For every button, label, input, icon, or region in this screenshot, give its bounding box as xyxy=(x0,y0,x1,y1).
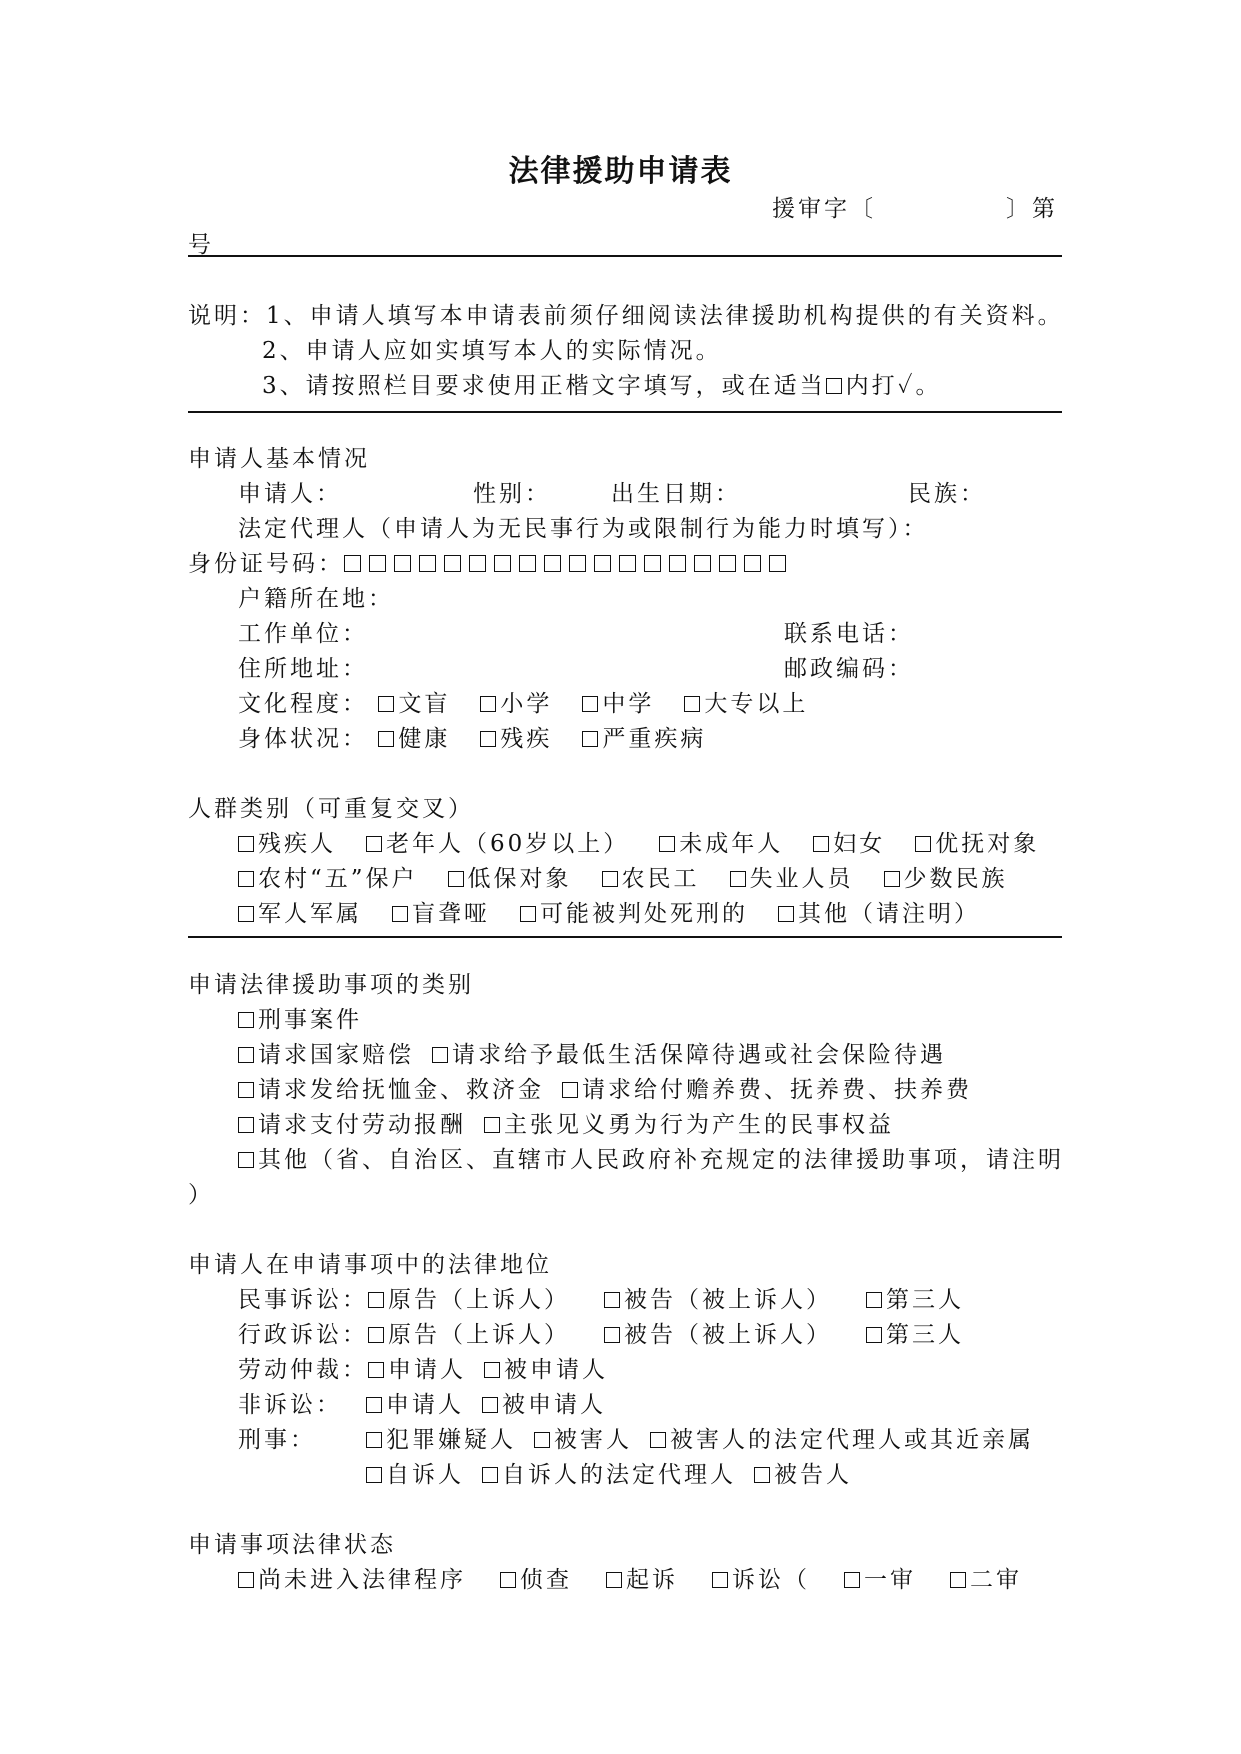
checkbox-icon[interactable] xyxy=(238,1152,254,1168)
checkbox-option[interactable] xyxy=(378,726,450,752)
instructions-label: 说明： xyxy=(188,303,266,329)
id-digit-box[interactable] xyxy=(619,555,636,572)
civil-label: 民事诉讼： xyxy=(238,1287,368,1313)
labor-label: 劳动仲裁： xyxy=(238,1357,368,1383)
admin-options[interactable] xyxy=(368,1322,964,1348)
checkbox-icon[interactable] xyxy=(366,1432,382,1448)
checkbox-label: 请求给付赡养费、抚养费、扶养费 xyxy=(582,1077,972,1103)
instruction-1 xyxy=(188,297,1064,330)
checkbox-label: 自诉人的法定代理人 xyxy=(502,1462,736,1488)
groups-row-2 xyxy=(238,860,1008,893)
checkbox-label: 盲聋哑 xyxy=(412,901,490,927)
checkbox-label: 第三人 xyxy=(886,1322,964,1348)
checkbox-label: 诉讼（ xyxy=(732,1567,810,1593)
checkbox-label: 优抚对象 xyxy=(935,831,1040,857)
nonlit-label: 非诉讼： xyxy=(238,1392,342,1418)
checkbox-icon[interactable] xyxy=(754,1467,770,1483)
checkbox-label: 申请人 xyxy=(386,1392,464,1418)
checkbox-icon[interactable] xyxy=(813,836,829,852)
checkbox-option[interactable] xyxy=(392,901,490,927)
checkbox-label: 失业人员 xyxy=(749,866,854,892)
group-options-2[interactable] xyxy=(238,866,1008,892)
checkbox-icon[interactable] xyxy=(484,1362,500,1378)
checkbox-option[interactable] xyxy=(602,866,700,892)
checkbox-option[interactable] xyxy=(659,831,783,857)
instruction-text-3: 3、请按照栏目要求使用正楷文字填写，或在适当 xyxy=(262,373,826,399)
section-basic-heading: 申请人基本情况 xyxy=(188,446,370,472)
checkbox-icon[interactable] xyxy=(368,1362,384,1378)
matter-other-label: 其他（省、自治区、直辖市人民政府补充规定的法律援助事项，请注明 xyxy=(258,1147,1064,1173)
checkbox-option[interactable] xyxy=(866,1287,964,1313)
checkbox-option[interactable] xyxy=(238,1077,544,1103)
matter-options-4[interactable] xyxy=(238,1112,894,1138)
checkbox-option[interactable] xyxy=(484,1112,894,1138)
form-title: 法律援助申请表 xyxy=(508,154,733,189)
checkbox-icon[interactable] xyxy=(602,871,618,887)
checkbox-icon[interactable] xyxy=(238,906,254,922)
instruction-3 xyxy=(262,367,941,400)
checkbox-icon[interactable] xyxy=(482,1397,498,1413)
criminal-options-2[interactable] xyxy=(366,1462,852,1488)
checkbox-label: 尚未进入法律程序 xyxy=(258,1567,466,1593)
checkbox-icon[interactable] xyxy=(730,871,746,887)
checkbox-icon[interactable] xyxy=(392,906,408,922)
checkbox-option[interactable] xyxy=(754,1462,852,1488)
checkbox-label: 大专以上 xyxy=(704,691,809,717)
groups-row-3 xyxy=(238,895,980,928)
matters-row-5-end: ） xyxy=(188,1182,214,1208)
checkbox-label: 一审 xyxy=(864,1567,916,1593)
checkbox-icon[interactable] xyxy=(712,1572,728,1588)
matter-options-3[interactable] xyxy=(238,1077,972,1103)
id-digit-box[interactable] xyxy=(694,555,711,572)
postcode-field[interactable]: 邮政编码： xyxy=(784,656,914,682)
work-unit-field[interactable]: 工作单位： xyxy=(238,621,368,647)
checkbox-label: 起诉 xyxy=(626,1567,678,1593)
checkbox-icon[interactable] xyxy=(238,871,254,887)
checkbox-icon[interactable] xyxy=(520,906,536,922)
legal-state-row xyxy=(238,1561,1022,1594)
checkbox-option[interactable] xyxy=(366,1427,516,1453)
checkbox-icon[interactable] xyxy=(562,1082,578,1098)
checkbox-icon[interactable] xyxy=(582,696,598,712)
checkbox-label: 农民工 xyxy=(621,866,700,892)
labor-options[interactable] xyxy=(368,1357,608,1383)
checkbox-icon[interactable] xyxy=(366,1467,382,1483)
matters-row-3 xyxy=(238,1071,972,1104)
doc-number-prefix: 援审字〔 xyxy=(772,196,876,222)
address-field[interactable]: 住所地址： xyxy=(238,656,368,682)
checkbox-icon[interactable] xyxy=(480,731,496,747)
education-row xyxy=(238,685,808,718)
checkbox-label: 严重疾病 xyxy=(602,726,707,752)
checkbox-icon[interactable] xyxy=(915,836,931,852)
checkbox-option[interactable] xyxy=(432,1042,946,1068)
checkbox-option[interactable] xyxy=(482,1462,736,1488)
checkbox-icon[interactable] xyxy=(238,1117,254,1133)
checkbox-label: 被害人的法定代理人或其近亲属 xyxy=(670,1427,1034,1453)
checkbox-label: 农村“五”保户 xyxy=(258,866,418,892)
doc-number xyxy=(772,190,1058,223)
legal-state-options[interactable] xyxy=(238,1567,1022,1593)
criminal-label: 刑事： xyxy=(238,1427,316,1453)
nonlit-row xyxy=(238,1386,342,1419)
instruction-2: 2、申请人应如实填写本人的实际情况。 xyxy=(262,338,722,364)
checkbox-icon[interactable] xyxy=(238,836,254,852)
checkbox-option[interactable] xyxy=(368,1322,570,1348)
checkbox-label: 侦查 xyxy=(520,1567,572,1593)
matters-row-2 xyxy=(238,1036,946,1069)
checkbox-label: 主张见义勇为行为产生的民事权益 xyxy=(504,1112,894,1138)
checkbox-icon[interactable] xyxy=(238,1047,254,1063)
checkbox-option[interactable] xyxy=(484,1357,608,1383)
checkbox-icon[interactable] xyxy=(366,1397,382,1413)
checkbox-label: 请求给予最低生活保障待遇或社会保险待遇 xyxy=(452,1042,946,1068)
id-digit-box[interactable] xyxy=(719,555,736,572)
checkbox-label: 残疾 xyxy=(500,726,553,752)
checkbox-icon[interactable] xyxy=(368,1292,384,1308)
checkbox-label: 原告（上诉人） xyxy=(388,1287,570,1313)
checkbox-option[interactable] xyxy=(915,831,1039,857)
matter-options-2[interactable] xyxy=(238,1042,946,1068)
checkbox-option[interactable] xyxy=(448,866,572,892)
checkbox-option[interactable] xyxy=(866,1322,964,1348)
checkbox-icon[interactable] xyxy=(604,1327,620,1343)
checkbox-option[interactable] xyxy=(534,1427,632,1453)
criminal-row-2 xyxy=(366,1456,852,1489)
id-digit-box[interactable] xyxy=(394,555,411,572)
checkbox-label: 文盲 xyxy=(398,691,451,717)
checkbox-label: 老年人（60岁以上） xyxy=(386,831,630,857)
checkbox-option[interactable] xyxy=(366,1462,464,1488)
checkbox-option[interactable] xyxy=(604,1287,832,1313)
section-legal-state-heading: 申请事项法律状态 xyxy=(188,1532,396,1558)
health-label: 身体状况： xyxy=(238,726,368,752)
groups-row-1 xyxy=(238,825,1039,858)
checkbox-icon[interactable] xyxy=(500,1572,516,1588)
checkbox-option[interactable] xyxy=(238,1007,362,1033)
hukou-field[interactable]: 户籍所在地： xyxy=(238,586,394,612)
checkbox-icon[interactable] xyxy=(534,1432,550,1448)
checkbox-option[interactable] xyxy=(844,1567,916,1593)
checkbox-label: 申请人 xyxy=(388,1357,466,1383)
civil-options[interactable] xyxy=(368,1287,964,1313)
doc-number-suffix: 〕第 xyxy=(1006,196,1058,222)
checkbox-option[interactable] xyxy=(582,691,654,717)
checkbox-label: 少数民族 xyxy=(903,866,1008,892)
checkbox-icon[interactable] xyxy=(582,731,598,747)
checkbox-label: 请求支付劳动报酬 xyxy=(258,1112,466,1138)
section-matters-heading: 申请法律援助事项的类别 xyxy=(188,972,474,998)
admin-row xyxy=(238,1316,964,1349)
ethnicity-field[interactable]: 民族： xyxy=(908,481,986,507)
checkbox-icon[interactable] xyxy=(368,1327,384,1343)
civil-row xyxy=(238,1281,964,1314)
checkbox-label: 被告人 xyxy=(774,1462,852,1488)
id-digit-box[interactable] xyxy=(744,555,761,572)
checkbox-option[interactable] xyxy=(950,1567,1022,1593)
checkbox-option[interactable] xyxy=(650,1427,1034,1453)
checkbox-icon[interactable] xyxy=(482,1467,498,1483)
checkbox-label: 残疾人 xyxy=(258,831,336,857)
admin-label: 行政诉讼： xyxy=(238,1322,368,1348)
checkbox-label: 原告（上诉人） xyxy=(388,1322,570,1348)
checkbox-option[interactable] xyxy=(378,691,450,717)
checkbox-option[interactable] xyxy=(366,1392,464,1418)
id-digit-box[interactable] xyxy=(494,555,511,572)
gender-field[interactable]: 性别： xyxy=(473,481,551,507)
birth-date-field[interactable]: 出生日期： xyxy=(611,481,741,507)
id-number-label: 身份证号码： xyxy=(188,551,344,577)
divider xyxy=(188,255,1062,257)
divider xyxy=(188,936,1062,938)
id-digit-box[interactable] xyxy=(669,555,686,572)
id-digit-box[interactable] xyxy=(569,555,586,572)
section-status-heading: 申请人在申请事项中的法律地位 xyxy=(188,1252,552,1278)
checkbox-icon[interactable] xyxy=(238,1012,254,1028)
checkbox-icon[interactable] xyxy=(844,1572,860,1588)
checkbox-option[interactable] xyxy=(562,1077,972,1103)
checkbox-icon[interactable] xyxy=(238,1082,254,1098)
checkbox-icon[interactable] xyxy=(378,731,394,747)
checkbox-icon[interactable] xyxy=(366,836,382,852)
phone-field[interactable]: 联系电话： xyxy=(784,621,914,647)
criminal-row-1 xyxy=(366,1421,1034,1454)
checkbox-icon[interactable] xyxy=(606,1572,622,1588)
health-options[interactable] xyxy=(378,726,706,752)
id-digit-box[interactable] xyxy=(444,555,461,572)
checkbox-option[interactable] xyxy=(730,866,854,892)
checkbox-option[interactable] xyxy=(712,1567,810,1593)
education-label: 文化程度： xyxy=(238,691,368,717)
id-digit-box[interactable] xyxy=(419,555,436,572)
checkbox-label: 被告（被上诉人） xyxy=(624,1322,832,1348)
checkbox-option[interactable] xyxy=(238,1112,466,1138)
health-row xyxy=(238,720,706,753)
matters-row-4 xyxy=(238,1106,894,1139)
instruction-text-1: 1、申请人填写本申请表前须仔细阅读法律援助机构提供的有关资料。 xyxy=(266,303,1064,329)
checkbox-option[interactable] xyxy=(520,901,748,927)
instruction-text-3b: 内打✓。 xyxy=(845,373,942,399)
divider xyxy=(188,411,1062,413)
matters-row-1 xyxy=(238,1001,362,1034)
checkbox-icon[interactable] xyxy=(432,1047,448,1063)
checkbox-icon xyxy=(826,378,842,394)
checkbox-icon[interactable] xyxy=(604,1292,620,1308)
checkbox-label: 请求发给抚恤金、救济金 xyxy=(258,1077,544,1103)
nonlit-options-wrap xyxy=(366,1386,606,1419)
checkbox-option[interactable] xyxy=(366,831,629,857)
checkbox-option[interactable] xyxy=(238,1567,466,1593)
education-options[interactable] xyxy=(378,691,808,717)
id-digit-box[interactable] xyxy=(769,555,786,572)
checkbox-option[interactable] xyxy=(604,1322,832,1348)
checkbox-label: 被申请人 xyxy=(504,1357,608,1383)
checkbox-icon[interactable] xyxy=(484,1117,500,1133)
group-options-1[interactable] xyxy=(238,831,1039,857)
nonlit-options[interactable] xyxy=(366,1392,606,1418)
checkbox-option[interactable] xyxy=(500,1567,572,1593)
checkbox-label: 被申请人 xyxy=(502,1392,606,1418)
id-digit-box[interactable] xyxy=(344,555,361,572)
checkbox-option[interactable] xyxy=(482,1392,606,1418)
checkbox-option[interactable] xyxy=(368,1357,466,1383)
checkbox-option[interactable] xyxy=(480,726,552,752)
checkbox-option[interactable] xyxy=(238,866,418,892)
checkbox-label: 可能被判处死刑的 xyxy=(540,901,748,927)
checkbox-option[interactable] xyxy=(368,1287,570,1313)
checkbox-option[interactable] xyxy=(582,726,706,752)
checkbox-label: 自诉人 xyxy=(386,1462,464,1488)
id-digit-box[interactable] xyxy=(544,555,561,572)
group-options-3[interactable] xyxy=(238,901,980,927)
checkbox-icon[interactable] xyxy=(480,696,496,712)
checkbox-label: 军人军属 xyxy=(258,901,362,927)
checkbox-icon[interactable] xyxy=(659,836,675,852)
id-digit-box[interactable] xyxy=(469,555,486,572)
checkbox-icon[interactable] xyxy=(950,1572,966,1588)
matter-options-1[interactable] xyxy=(238,1007,362,1033)
checkbox-option[interactable] xyxy=(884,866,1008,892)
checkbox-icon[interactable] xyxy=(684,696,700,712)
checkbox-label: 小学 xyxy=(500,691,553,717)
guardian-field[interactable]: 法定代理人（申请人为无民事行为或限制行为能力时填写）： xyxy=(238,516,929,542)
checkbox-option[interactable] xyxy=(238,901,362,927)
id-digit-box[interactable] xyxy=(594,555,611,572)
checkbox-label: 请求国家赔偿 xyxy=(258,1042,414,1068)
id-number-field[interactable] xyxy=(188,545,794,578)
checkbox-icon[interactable] xyxy=(866,1327,882,1343)
criminal-options-1[interactable] xyxy=(366,1427,1034,1453)
checkbox-label: 犯罪嫌疑人 xyxy=(386,1427,516,1453)
id-number-boxes[interactable] xyxy=(344,551,794,577)
checkbox-icon[interactable] xyxy=(778,906,794,922)
checkbox-icon[interactable] xyxy=(238,1572,254,1588)
checkbox-option[interactable] xyxy=(606,1567,678,1593)
checkbox-label: 二审 xyxy=(970,1567,1022,1593)
checkbox-label: 中学 xyxy=(602,691,655,717)
checkbox-icon[interactable] xyxy=(378,696,394,712)
checkbox-option[interactable] xyxy=(813,831,885,857)
checkbox-icon[interactable] xyxy=(448,871,464,887)
doc-number-line2: 号 xyxy=(188,232,214,258)
checkbox-icon[interactable] xyxy=(884,871,900,887)
checkbox-label: 其他（请注明） xyxy=(798,901,980,927)
checkbox-label: 第三人 xyxy=(886,1287,964,1313)
checkbox-option[interactable] xyxy=(684,691,808,717)
applicant-field[interactable]: 申请人： xyxy=(238,481,342,507)
matters-row-5[interactable] xyxy=(238,1141,1064,1174)
labor-row xyxy=(238,1351,608,1384)
id-digit-box[interactable] xyxy=(519,555,536,572)
checkbox-label: 刑事案件 xyxy=(258,1007,362,1033)
checkbox-icon[interactable] xyxy=(650,1432,666,1448)
checkbox-label: 低保对象 xyxy=(467,866,572,892)
checkbox-icon[interactable] xyxy=(866,1292,882,1308)
checkbox-option[interactable] xyxy=(480,691,552,717)
checkbox-label: 被害人 xyxy=(554,1427,632,1453)
id-digit-box[interactable] xyxy=(369,555,386,572)
id-digit-box[interactable] xyxy=(644,555,661,572)
checkbox-label: 被告（被上诉人） xyxy=(624,1287,832,1313)
checkbox-label: 妇女 xyxy=(833,831,886,857)
section-groups-heading: 人群类别（可重复交叉） xyxy=(188,796,474,822)
checkbox-label: 健康 xyxy=(398,726,451,752)
checkbox-option[interactable] xyxy=(778,901,980,927)
checkbox-option[interactable] xyxy=(238,1042,414,1068)
checkbox-option[interactable] xyxy=(238,831,336,857)
checkbox-label: 未成年人 xyxy=(679,831,784,857)
